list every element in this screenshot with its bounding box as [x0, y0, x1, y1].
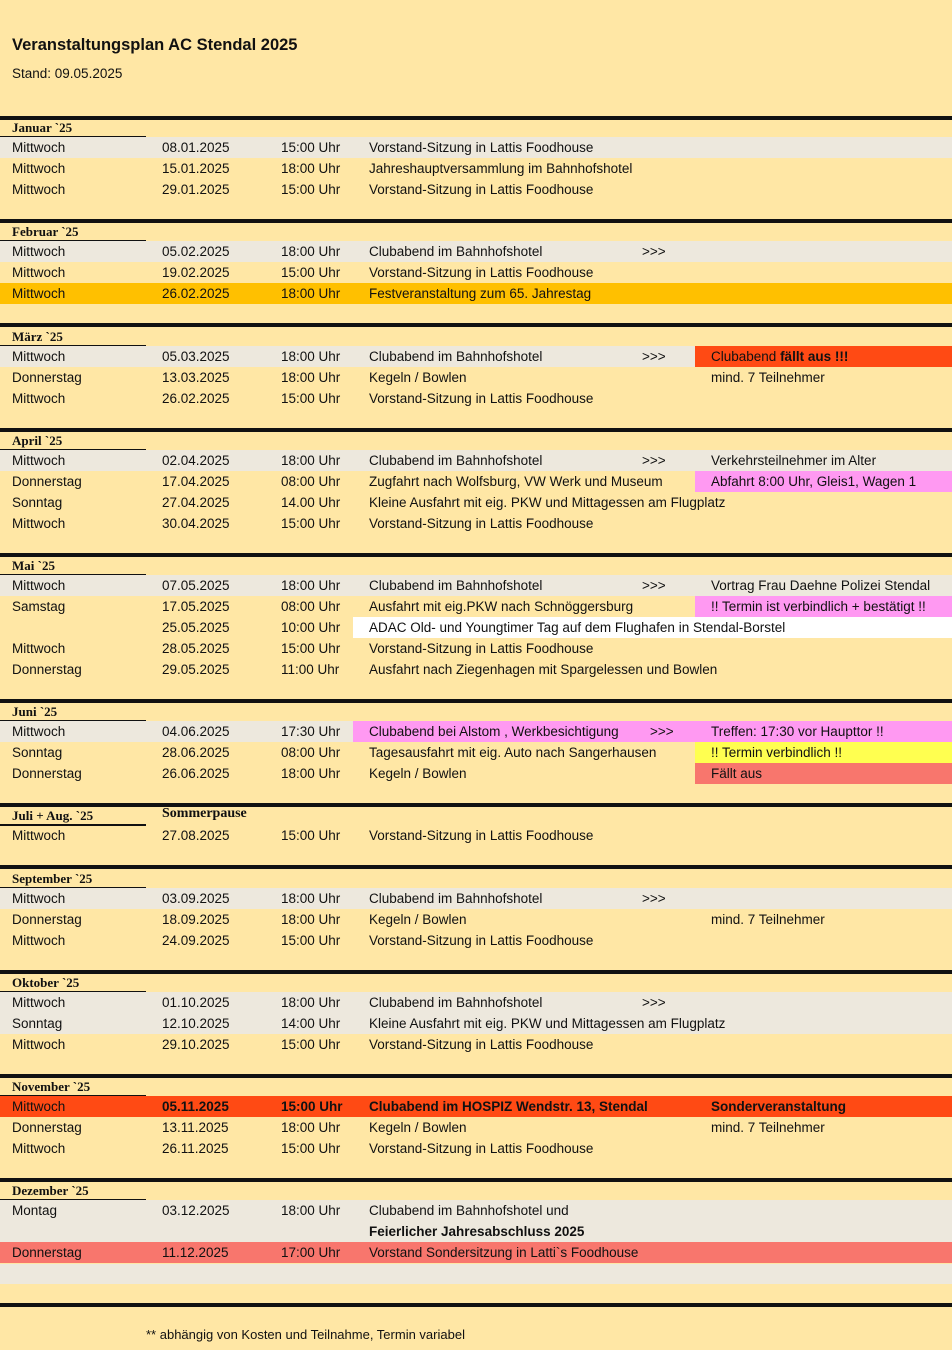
note-cancelled — [695, 346, 952, 367]
event: Clubabend im Bahnhofshotel — [369, 578, 543, 593]
time: 11:00 Uhr — [281, 662, 340, 677]
note: Verkehrsteilnehmer im Alter — [711, 453, 877, 468]
time: 15:00 Uhr — [281, 1099, 343, 1114]
weekday: Sonntag — [12, 745, 63, 760]
table-row — [0, 721, 952, 742]
table-row — [0, 575, 952, 596]
weekday: Mittwoch — [12, 391, 66, 406]
month-header-januar: Januar `25 — [12, 120, 73, 135]
table-row — [0, 492, 952, 513]
event: Kleine Ausfahrt mit eig. PKW und Mittagessen am Flugplatz — [369, 1016, 726, 1031]
event: Kegeln / Bowlen — [369, 766, 467, 781]
time: 15:00 Uhr — [281, 265, 341, 280]
time: 17:30 Uhr — [281, 724, 341, 739]
event: Clubabend im Bahnhofshotel — [369, 349, 543, 364]
date: 03.09.2025 — [162, 891, 230, 906]
arrow-marker: >>> — [650, 724, 674, 739]
note: Vortrag Frau Daehne Polizei Stendal — [711, 578, 931, 593]
month-header-oktober: Oktober `25 — [12, 975, 80, 990]
time: 18:00 Uhr — [281, 370, 341, 385]
note-highlight: Abfahrt 8:00 Uhr, Gleis1, Wagen 1 — [695, 471, 952, 492]
table-row-highlight — [0, 283, 952, 304]
divider — [0, 1074, 952, 1078]
month-header-april: April `25 — [12, 433, 63, 448]
note-text: Clubabend — [711, 349, 781, 364]
table-row — [0, 346, 952, 367]
weekday: Mittwoch — [12, 182, 66, 197]
event: Clubabend im Bahnhofshotel — [369, 995, 543, 1010]
month-header-september: September `25 — [12, 871, 93, 886]
table-row — [0, 450, 952, 471]
time: 08:00 Uhr — [281, 474, 341, 489]
date: 19.02.2025 — [162, 265, 230, 280]
table-row — [0, 596, 952, 617]
time: 18:00 Uhr — [281, 349, 341, 364]
table-row — [0, 367, 952, 388]
divider — [0, 865, 952, 869]
table-row — [0, 158, 952, 179]
event: Vorstand Sondersitzung in Latti`s Foodhouse — [369, 1245, 639, 1260]
month-header-mai: Mai `25 — [12, 558, 55, 573]
weekday: Mittwoch — [12, 995, 66, 1010]
date: 15.01.2025 — [162, 161, 230, 176]
weekday: Mittwoch — [12, 140, 66, 155]
note-highlight: !! Termin ist verbindlich + bestätigt !! — [695, 596, 952, 617]
note: mind. 7 Teilnehmer — [711, 370, 825, 385]
date: 18.09.2025 — [162, 912, 230, 927]
time: 18:00 Uhr — [281, 995, 341, 1010]
time: 15:00 Uhr — [281, 516, 341, 531]
time: 18:00 Uhr — [281, 891, 341, 906]
arrow-marker: >>> — [642, 891, 666, 906]
date: 07.05.2025 — [162, 578, 230, 593]
weekday: Mittwoch — [12, 244, 66, 259]
arrow-marker: >>> — [642, 244, 666, 259]
date: 30.04.2025 — [162, 516, 230, 531]
time: 08:00 Uhr — [281, 745, 341, 760]
event: Vorstand-Sitzung in Lattis Foodhouse — [369, 933, 594, 948]
divider — [0, 1178, 952, 1182]
event: Zugfahrt nach Wolfsburg, VW Werk und Museum — [369, 474, 663, 489]
table-row — [0, 262, 952, 283]
time: 18:00 Uhr — [281, 161, 341, 176]
time: 15:00 Uhr — [281, 391, 341, 406]
divider — [0, 1303, 952, 1307]
time: 15:00 Uhr — [281, 1141, 341, 1156]
weekday: Mittwoch — [12, 828, 66, 843]
page-title: Veranstaltungsplan AC Stendal 2025 — [12, 36, 298, 54]
time: 14.00 Uhr — [281, 495, 341, 510]
stand-date: Stand: 09.05.2025 — [12, 66, 123, 81]
weekday: Mittwoch — [12, 286, 66, 301]
weekday: Montag — [12, 1203, 58, 1218]
table-row — [0, 638, 952, 659]
time: 15:00 Uhr — [281, 933, 341, 948]
event: Ausfahrt nach Ziegenhagen mit Spargelessen und Bowlen — [369, 662, 718, 677]
table-row — [0, 992, 952, 1013]
time: 08:00 Uhr — [281, 599, 341, 614]
time: 18:00 Uhr — [281, 912, 341, 927]
note-highlight: Treffen: 17:30 vor Haupttor !! — [695, 721, 952, 742]
date: 27.04.2025 — [162, 495, 230, 510]
divider — [0, 116, 952, 120]
arrow-marker: >>> — [642, 453, 666, 468]
event: Vorstand-Sitzung in Lattis Foodhouse — [369, 391, 594, 406]
event: Vorstand-Sitzung in Lattis Foodhouse — [369, 182, 594, 197]
event: Clubabend im Bahnhofshotel und — [369, 1203, 569, 1218]
date: 02.04.2025 — [162, 453, 230, 468]
table-row — [0, 930, 952, 951]
time: 15:00 Uhr — [281, 140, 341, 155]
event: Vorstand-Sitzung in Lattis Foodhouse — [369, 1141, 594, 1156]
event: Festveranstaltung zum 65. Jahrestag — [369, 286, 592, 301]
table-row — [0, 1117, 952, 1138]
date: 26.06.2025 — [162, 766, 230, 781]
time: 15:00 Uhr — [281, 828, 341, 843]
weekday: Donnerstag — [12, 370, 82, 385]
table-row-special — [0, 1096, 952, 1117]
event: Vorstand-Sitzung in Lattis Foodhouse — [369, 641, 594, 656]
date: 29.05.2025 — [162, 662, 230, 677]
table-row — [0, 513, 952, 534]
event: Kegeln / Bowlen — [369, 912, 467, 927]
event: Clubabend im Bahnhofshotel — [369, 453, 543, 468]
table-row — [0, 742, 952, 763]
empty-row — [0, 1264, 952, 1284]
date: 26.02.2025 — [162, 286, 230, 301]
weekday: Mittwoch — [12, 1099, 66, 1114]
weekday: Sonntag — [12, 1016, 63, 1031]
event: Ausfahrt mit eig.PKW nach Schnöggersburg — [369, 599, 634, 614]
date: 28.06.2025 — [162, 745, 230, 760]
month-header-november: November `25 — [12, 1079, 91, 1094]
summer-break-label: Sommerpause — [162, 806, 247, 821]
weekday: Mittwoch — [12, 1037, 66, 1052]
weekday: Samstag — [12, 599, 66, 614]
table-row — [0, 179, 952, 200]
weekday: Donnerstag — [12, 474, 82, 489]
weekday: Mittwoch — [12, 578, 66, 593]
weekday: Mittwoch — [12, 265, 66, 280]
table-row — [0, 659, 952, 680]
table-row — [0, 471, 952, 492]
table-row — [0, 1034, 952, 1055]
weekday: Sonntag — [12, 495, 63, 510]
month-header-juni: Juni `25 — [12, 704, 58, 719]
date: 25.05.2025 — [162, 620, 230, 635]
table-row — [0, 1138, 952, 1159]
date: 12.10.2025 — [162, 1016, 230, 1031]
note-highlight: !! Termin verbindlich !! — [695, 742, 952, 763]
time: 10:00 Uhr — [281, 620, 341, 635]
weekday: Mittwoch — [12, 933, 66, 948]
event: Vorstand-Sitzung in Lattis Foodhouse — [369, 1037, 594, 1052]
event: Jahreshauptversammlung im Bahnhofshotel — [369, 161, 633, 176]
time: 14:00 Uhr — [281, 1016, 341, 1031]
date: 26.02.2025 — [162, 391, 230, 406]
time: 18:00 Uhr — [281, 578, 341, 593]
date: 05.11.2025 — [162, 1099, 229, 1114]
event: Tagesausfahrt mit eig. Auto nach Sangerhausen — [369, 745, 657, 760]
time: 18:00 Uhr — [281, 453, 341, 468]
date: 04.06.2025 — [162, 724, 230, 739]
date: 05.03.2025 — [162, 349, 230, 364]
time: 18:00 Uhr — [281, 286, 341, 301]
event-highlight: ADAC Old- und Youngtimer Tag auf dem Flughafen in Stendal-Borstel — [353, 617, 952, 638]
date: 01.10.2025 — [162, 995, 230, 1010]
weekday: Mittwoch — [12, 724, 66, 739]
date: 26.11.2025 — [162, 1141, 229, 1156]
event: Kleine Ausfahrt mit eig. PKW und Mittagessen am Flugplatz — [369, 495, 726, 510]
weekday: Donnerstag — [12, 766, 82, 781]
weekday: Donnerstag — [12, 1245, 82, 1260]
event: Vorstand-Sitzung in Lattis Foodhouse — [369, 140, 594, 155]
month-header-dezember: Dezember `25 — [12, 1183, 89, 1198]
date: 11.12.2025 — [162, 1245, 229, 1260]
month-header-maerz: März `25 — [12, 329, 63, 344]
weekday: Mittwoch — [12, 641, 66, 656]
date: 29.10.2025 — [162, 1037, 230, 1052]
table-row — [0, 909, 952, 930]
weekday: Mittwoch — [12, 161, 66, 176]
table-row — [0, 1200, 952, 1221]
arrow-marker: >>> — [642, 578, 666, 593]
table-row — [0, 241, 952, 262]
event: Vorstand-Sitzung in Lattis Foodhouse — [369, 828, 594, 843]
event: Kegeln / Bowlen — [369, 370, 467, 385]
table-row — [0, 825, 952, 846]
time: 18:00 Uhr — [281, 766, 341, 781]
weekday: Donnerstag — [12, 662, 82, 677]
date: 29.01.2025 — [162, 182, 230, 197]
divider — [0, 553, 952, 557]
divider — [0, 428, 952, 432]
table-row — [0, 763, 952, 784]
weekday: Mittwoch — [12, 349, 66, 364]
time: 18:00 Uhr — [281, 1120, 341, 1135]
divider — [0, 970, 952, 974]
arrow-marker: >>> — [642, 349, 666, 364]
arrow-marker: >>> — [642, 995, 666, 1010]
event: Clubabend im HOSPIZ Wendstr. 13, Stendal — [369, 1099, 648, 1114]
weekday: Mittwoch — [12, 516, 66, 531]
divider — [0, 323, 952, 327]
date: 05.02.2025 — [162, 244, 230, 259]
date: 13.11.2025 — [162, 1120, 229, 1135]
note-text-bold: fällt aus !!! — [780, 349, 849, 364]
date: 28.05.2025 — [162, 641, 230, 656]
event-continuation: Feierlicher Jahresabschluss 2025 — [369, 1224, 585, 1239]
month-header-februar: Februar `25 — [12, 224, 79, 239]
event: Kegeln / Bowlen — [369, 1120, 467, 1135]
weekday: Donnerstag — [12, 912, 82, 927]
weekday: Mittwoch — [12, 1141, 66, 1156]
note: Sonderveranstaltung — [711, 1099, 847, 1114]
note: mind. 7 Teilnehmer — [711, 1120, 825, 1135]
event: Clubabend im Bahnhofshotel — [369, 891, 543, 906]
table-row — [0, 888, 952, 909]
time: 18:00 Uhr — [281, 244, 341, 259]
time: 15:00 Uhr — [281, 182, 341, 197]
divider — [0, 219, 952, 223]
month-header-juli-aug: Juli + Aug. `25 — [12, 808, 94, 823]
table-row — [0, 137, 952, 158]
event: Clubabend im Bahnhofshotel — [369, 244, 543, 259]
table-row — [0, 388, 952, 409]
weekday: Donnerstag — [12, 1120, 82, 1135]
time: 17:00 Uhr — [281, 1245, 341, 1260]
note: mind. 7 Teilnehmer — [711, 912, 825, 927]
time: 15:00 Uhr — [281, 641, 341, 656]
time: 18:00 Uhr — [281, 1203, 341, 1218]
time: 15:00 Uhr — [281, 1037, 341, 1052]
event: Vorstand-Sitzung in Lattis Foodhouse — [369, 265, 594, 280]
divider — [0, 803, 952, 807]
date: 03.12.2025 — [162, 1203, 230, 1218]
date: 24.09.2025 — [162, 933, 230, 948]
footnote: ** abhängig von Kosten und Teilnahme, Termin variabel — [146, 1327, 465, 1342]
event: Vorstand-Sitzung in Lattis Foodhouse — [369, 516, 594, 531]
table-row — [0, 1221, 952, 1242]
date: 13.03.2025 — [162, 370, 230, 385]
table-row-highlight — [0, 1242, 952, 1263]
divider — [0, 699, 952, 703]
weekday: Mittwoch — [12, 891, 66, 906]
date: 17.04.2025 — [162, 474, 230, 489]
note-cancelled: Fällt aus — [695, 763, 952, 784]
table-row — [0, 617, 952, 638]
event-highlight: Clubabend bei Alstom , Werkbesichtigung — [353, 721, 695, 742]
date: 17.05.2025 — [162, 599, 230, 614]
weekday: Mittwoch — [12, 453, 66, 468]
date: 08.01.2025 — [162, 140, 230, 155]
date: 27.08.2025 — [162, 828, 230, 843]
table-row — [0, 1013, 952, 1034]
